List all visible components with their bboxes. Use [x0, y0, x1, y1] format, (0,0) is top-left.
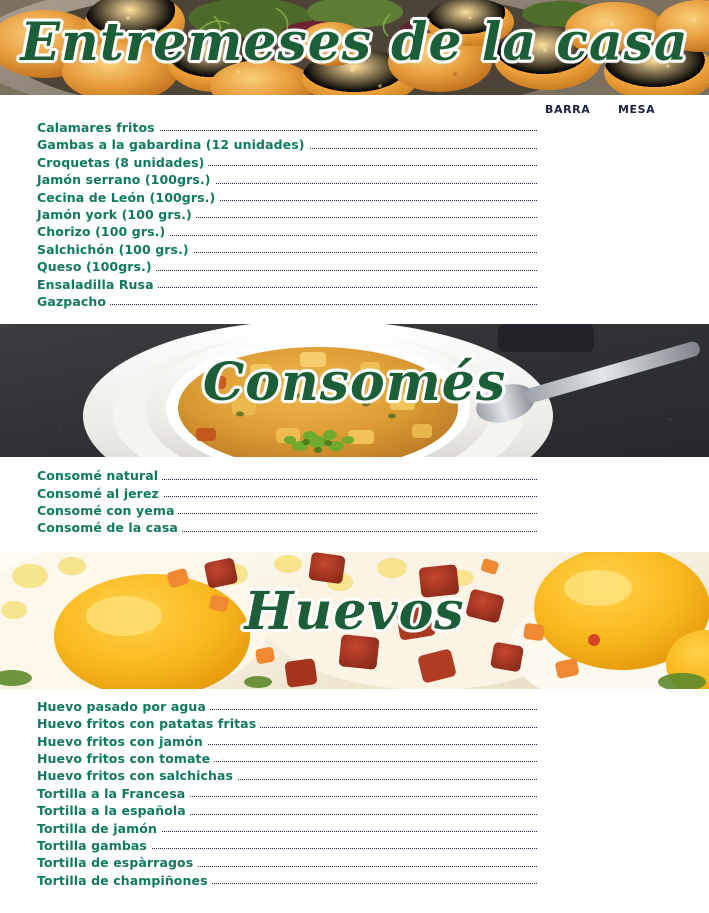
menu-item-row	[0, 802, 709, 819]
menu-item-row	[0, 171, 709, 188]
menu-item-name: Huevo fritos con salchichas	[37, 767, 237, 784]
menu-item-row	[0, 750, 709, 767]
menu-item-name: Tortilla a la española	[37, 802, 190, 819]
menu-item-name: Tortilla de jamón	[37, 820, 161, 837]
price-column-backdrop	[540, 293, 709, 310]
price-column-backdrop	[540, 206, 709, 223]
menu-item-name: Chorizo (100 grs.)	[37, 223, 169, 240]
column-header-mesa: MESA	[618, 103, 656, 116]
menu-item-name: Huevo fritos con patatas fritas	[37, 715, 260, 732]
menu-item-row	[0, 189, 709, 206]
menu-item-row	[0, 276, 709, 293]
menu-item-name: Tortilla gambas	[37, 837, 151, 854]
menu-item-name: Jamón serrano (100grs.)	[37, 171, 215, 188]
price-list-huevos	[0, 689, 709, 889]
leader-dots	[37, 293, 537, 310]
menu-item-row	[0, 467, 709, 484]
menu-item-row	[0, 519, 709, 536]
price-column-backdrop	[540, 258, 709, 275]
section-hero-consomes	[0, 324, 709, 457]
menu-item-row	[0, 502, 709, 519]
menu-item-name: Consomé con yema	[37, 502, 178, 519]
price-column-backdrop	[540, 854, 709, 871]
price-column-backdrop	[540, 502, 709, 519]
menu-item-row	[0, 223, 709, 240]
price-column-backdrop	[540, 119, 709, 136]
price-column-backdrop	[540, 715, 709, 732]
menu-item-name: Gazpacho	[37, 293, 110, 310]
section-gap	[0, 537, 709, 552]
column-headers	[0, 103, 709, 117]
price-column-backdrop	[540, 820, 709, 837]
menu-item-row	[0, 293, 709, 310]
menu-rows-entremeses	[0, 119, 709, 310]
price-column-backdrop	[540, 171, 709, 188]
menu-item-name: Cecina de León (100grs.)	[37, 189, 219, 206]
price-column-backdrop	[540, 837, 709, 854]
price-column-backdrop	[540, 154, 709, 171]
price-column-backdrop	[540, 750, 709, 767]
price-column-backdrop	[540, 767, 709, 784]
menu-item-name: Consomé natural	[37, 467, 162, 484]
menu-item-row	[0, 733, 709, 750]
menu-item-row	[0, 136, 709, 153]
menu-item-row	[0, 820, 709, 837]
menu-rows-consomes	[0, 467, 709, 537]
menu-item-name: Salchichón (100 grs.)	[37, 241, 193, 258]
menu-item-row	[0, 206, 709, 223]
price-column-backdrop	[540, 519, 709, 536]
price-column-backdrop	[540, 485, 709, 502]
menu-item-name: Huevo pasado por agua	[37, 698, 210, 715]
menu-item-name: Tortilla a la Francesa	[37, 785, 189, 802]
menu-item-row	[0, 698, 709, 715]
price-column-backdrop	[540, 698, 709, 715]
price-list-entremeses	[0, 95, 709, 310]
menu-item-name: Gambas a la gabardina (12 unidades)	[37, 136, 309, 153]
menu-item-row	[0, 241, 709, 258]
menu-item-name: Queso (100grs.)	[37, 258, 156, 275]
section-title-entremeses: Entremeses de la casa	[20, 12, 689, 73]
menu-item-row	[0, 785, 709, 802]
menu-item-name: Huevo fritos con jamón	[37, 733, 207, 750]
menu-item-name: Tortilla de espàrragos	[37, 854, 197, 871]
column-header-barra: BARRA	[545, 103, 591, 116]
menu-item-name: Croquetas (8 unidades)	[37, 154, 208, 171]
price-list-consomes	[0, 457, 709, 537]
menu-item-name: Huevo fritos con tomate	[37, 750, 214, 767]
menu-item-name: Tortilla de champiñones	[37, 872, 212, 889]
price-column-backdrop	[540, 136, 709, 153]
menu-item-row	[0, 154, 709, 171]
price-column-backdrop	[540, 802, 709, 819]
menu-item-row	[0, 767, 709, 784]
section-title-consomes: Consomés	[202, 352, 507, 414]
price-column-backdrop	[540, 467, 709, 484]
section-hero-huevos	[0, 552, 709, 689]
menu-item-row	[0, 715, 709, 732]
section-title-huevos: Huevos	[244, 580, 465, 642]
menu-item-name: Consomé al jerez	[37, 485, 163, 502]
menu-rows-huevos	[0, 698, 709, 889]
price-column-backdrop	[540, 785, 709, 802]
price-column-backdrop	[540, 733, 709, 750]
price-column-backdrop	[540, 276, 709, 293]
section-gap	[0, 310, 709, 324]
price-column-backdrop	[540, 189, 709, 206]
section-hero-entremeses	[0, 0, 709, 95]
price-column-backdrop	[540, 223, 709, 240]
menu-item-name: Calamares fritos	[37, 119, 159, 136]
menu-item-row	[0, 258, 709, 275]
price-column-backdrop	[540, 872, 709, 889]
menu-item-row	[0, 485, 709, 502]
menu-item-row	[0, 872, 709, 889]
menu-item-name: Jamón york (100 grs.)	[37, 206, 196, 223]
menu-item-row	[0, 119, 709, 136]
price-column-backdrop	[540, 241, 709, 258]
menu-item-name: Consomé de la casa	[37, 519, 182, 536]
menu-item-name: Ensaladilla Rusa	[37, 276, 158, 293]
menu-item-row	[0, 854, 709, 871]
menu-item-row	[0, 837, 709, 854]
